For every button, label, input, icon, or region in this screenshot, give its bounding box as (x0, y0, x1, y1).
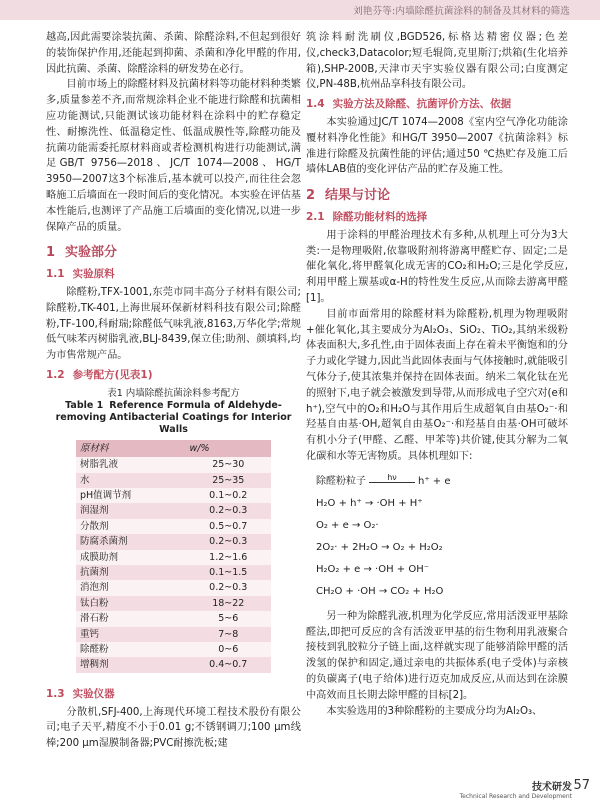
mass-fraction-cell: 0.5~0.7 (186, 519, 271, 534)
equation-reactant: 除醛粉粒子 (316, 475, 366, 487)
table-row (76, 519, 271, 534)
table-row (76, 627, 271, 642)
paragraph: 目前市场上的除醛材料及抗菌材料等功能材料种类繁多,质量参差不齐,而常规涂料企业不能进行除醛和抗菌相应功能测试,只能测试该功能材料在涂料中的贮存稳定性、耐擦洗性、低温稳定性、低温成膜性等,除醛功能及抗菌功能需委托原材料商或者检测机构进行功能测试,满足GB/T 9756—2018、JC/T 1074—2008、HG/T 3950—2007这3个标准后,基本就可以投产,而往往会忽略施工后墙面在一段时间后的变化情况。本实验在评估基本性能后,也测评了产品施工后墙面的变化情况,以进一步保障产品的质量。 (46, 79, 301, 233)
table-row (76, 550, 271, 565)
material-cell: 成膜助剂 (76, 550, 186, 565)
mass-fraction-cell: 25~30 (186, 457, 271, 472)
material-cell: 消泡剂 (76, 580, 186, 595)
material-cell: 树脂乳液 (76, 457, 186, 472)
subsection-heading (306, 210, 568, 226)
section-heading (46, 245, 301, 261)
material-cell: 除醛粉 (76, 642, 186, 657)
table-row (76, 642, 271, 657)
subsection-number: 2.1 (306, 210, 325, 223)
table-row (76, 457, 271, 472)
table-row (76, 473, 271, 488)
equation-line: CH₂O + ·OH → CO₂ + H₂O (316, 585, 444, 597)
left-column (46, 30, 301, 752)
table-row (76, 488, 271, 503)
paragraph: 除醛粉,TFX-1001,东莞市同丰高分子材料有限公司;除醛粉,TK-401,上海世展环保新材料科技有限公司;除醛粉,TF-100,科耐瑞;除醛低气味乳液,8163,万华化学;常规低气味苯丙树脂乳液,BLJ-8439,保立佳;助剂、颜填料,均为市售常规产品。 (46, 286, 301, 362)
subsection-number: 1.2 (46, 368, 65, 381)
mass-fraction-cell: 25~35 (186, 473, 271, 488)
subsection-number: 1.1 (46, 268, 65, 281)
mass-fraction-cell: 0.1~1.5 (186, 565, 271, 580)
page-footer (459, 778, 590, 800)
mass-fraction-cell: 0~6 (186, 642, 271, 657)
section-heading (306, 188, 568, 204)
table-row (76, 596, 271, 611)
paragraph: 另一种为除醛乳液,机理为化学反应,常用活泼亚甲基除醛法,即把可反应的含有活泼亚甲基的衍生物利用乳液聚合接枝到乳胶粒分子链上面,这样就实现了能够消除甲醛的活泼氢的保护和固定,通过亲电的共振体系(电子受体)与亲核的负碳离子(电子给体)进行迈克加成反应,从而达到在涂膜中高效而且长期去除甲醛的目标[2]。 (306, 610, 568, 701)
table-row (76, 565, 271, 580)
table-row (76, 657, 271, 672)
paragraph: 筑涂料耐洗刷仪,BGD526,标格达精密仪器;色差仪,check3,Datacolor;短毛辊筒,克里斯汀;烘箱(生化培养箱),SHP-200B,天津市天宇实验仪器有限公司;白度测定仪,PN-48B,杭州品享科技有限公司。 (306, 32, 568, 91)
arrow-icon: hν (369, 474, 415, 483)
paragraph: 分散机,SFJ-400,上海现代环境工程技术股份有限公司;电子天平,精度不小于0.01 g;不锈钢调刀;100 μm线棒;200 μm湿膜制备器;PVC耐擦洗板;建 (46, 706, 301, 750)
material-cell: 增稠剂 (76, 657, 186, 672)
material-cell: 滑石粉 (76, 611, 186, 626)
table-row (76, 534, 271, 549)
mass-fraction-cell: 0.1~0.2 (186, 488, 271, 503)
subsection-title: 实验仪器 (72, 687, 115, 700)
table-caption-en-text: Reference Formula of Aldehyde-removing Antibacterial Coatings for Interior Walls (55, 399, 292, 435)
section-title: 实验部分 (65, 245, 118, 261)
subsection-title: 实验方法及除醛、抗菌评价方法、依据 (332, 98, 512, 111)
right-column (306, 30, 568, 719)
equation-line (316, 471, 568, 493)
mass-fraction-cell: 0.2~0.3 (186, 580, 271, 595)
material-cell: 钛白粉 (76, 596, 186, 611)
mass-fraction-cell: 7~8 (186, 627, 271, 642)
mechanism-equations (316, 471, 568, 603)
section-number: 1 (46, 245, 56, 261)
paragraph: 越高,因此需要涂装抗菌、杀菌、除醛涂料,不但起到很好的装饰保护作用,还能起到抑菌、杀菌和净化甲醛的作用,因此抗菌、杀菌、除醛涂料的研发势在必行。 (46, 32, 301, 75)
journal-name-en: Technical Research and Development (459, 793, 572, 800)
mass-fraction-cell: 1.2~1.6 (186, 550, 271, 565)
material-cell: 水 (76, 473, 186, 488)
table-row (76, 611, 271, 626)
equation-line: 2O₂· + 2H₂O → O₂ + H₂O₂ (316, 541, 443, 553)
table-body (76, 457, 271, 673)
mass-fraction-cell: 5~6 (186, 611, 271, 626)
page-header-band (0, 0, 600, 20)
subsection-number: 1.3 (46, 687, 65, 700)
subsection-number: 1.4 (306, 98, 325, 111)
mass-fraction-cell: 0.2~0.3 (186, 534, 271, 549)
material-cell: 润湿剂 (76, 503, 186, 518)
equation-product: h⁺ + e (418, 475, 451, 487)
subsection-heading (46, 687, 301, 703)
table-row (76, 580, 271, 595)
subsection-title: 除醛功能材料的选择 (332, 210, 428, 223)
material-cell: pH值调节剂 (76, 488, 186, 503)
subsection-heading (306, 97, 568, 113)
equation-line: O₂ + e → O₂· (316, 519, 379, 531)
material-cell: 抗菌剂 (76, 565, 186, 580)
table-row (76, 503, 271, 518)
journal-name-cn: 技术研发 (532, 782, 572, 793)
mass-fraction-cell: 0.4~0.7 (186, 657, 271, 672)
running-header-title: 刘艳芬等:内墙除醛抗菌涂料的制备及其材料的筛选 (353, 6, 570, 17)
paragraph: 本实验通过JC/T 1074—2008《室内空气净化功能涂覆材料净化性能》和HG/T 3950—2007《抗菌涂料》标准进行除醛及抗菌性能的评估;通过50 ℃热贮存及施工后墙体LAB值的变化评估产品的贮存及施工性。 (306, 116, 568, 176)
paragraph: 目前市面常用的除醛材料为除醛粉,机理为物理吸附+催化氧化,其主要成分为Al₂O₃、SiO₂、TiO₂,其纳米级粉体表面积大,多孔性,由于固体表面上存在着未平衡饱和的分子力或化学键力,因此当此固体表面与气体接触时,就能吸引气体分子,使其浓集并保持在固体表面。纳米二氧化钛在光的照射下,电子就会被激发到导带,从而形成电子空穴对(e和h⁺),空气中的O₂和H₂O与其作用后生成超氧自由基O₂⁻·和羟基自由基·OH,超氧自由基O₂⁻·和羟基自由基·OH可破坏有机小分子(甲醛、乙醛、甲苯等)共价键,使其分解为二氧化碳和水等无害物质。具体机理如下: (306, 308, 568, 462)
table-header-cell: w/% (186, 440, 271, 457)
mass-fraction-cell: 18~22 (186, 596, 271, 611)
subsection-title: 参考配方(见表1) (72, 368, 153, 381)
subsection-title: 实验原料 (72, 268, 115, 281)
material-cell: 分散剂 (76, 519, 186, 534)
paragraph: 用于涂料的甲醛治理技术有多种,从机理上可分为3大类:一是物理吸附,依靠吸附剂将游离甲醛贮存、固定;二是催化氧化,将甲醛氧化成无害的CO₂和H₂O;三是化学反应,利用甲醛上羰基或α-H的特性发生反应,从而除去游离甲醛[1]。 (306, 229, 568, 304)
page-number: 57 (573, 778, 590, 793)
equation-line: H₂O₂ + e → ·OH + OH⁻ (316, 563, 430, 575)
formula-table (76, 440, 271, 673)
table-header-row (76, 440, 271, 457)
material-cell: 重钙 (76, 627, 186, 642)
equation-line: H₂O + h⁺ → ·OH + H⁺ (316, 497, 423, 509)
material-cell: 防腐杀菌剂 (76, 534, 186, 549)
table-caption (46, 388, 301, 436)
subsection-heading (46, 267, 301, 283)
paragraph: 本实验选用的3种除醛粉的主要成分均为Al₂O₃、 (326, 705, 543, 717)
table-caption-cn: 表1 内墙除醛抗菌涂料参考配方 (107, 387, 240, 399)
section-number: 2 (306, 188, 316, 204)
table-caption-en-label: Table 1 (65, 399, 104, 411)
table-header-cell: 原材料 (76, 440, 186, 457)
subsection-heading (46, 368, 301, 384)
section-title: 结果与讨论 (325, 188, 391, 204)
mass-fraction-cell: 0.2~0.3 (186, 503, 271, 518)
table-caption-en (46, 400, 301, 436)
